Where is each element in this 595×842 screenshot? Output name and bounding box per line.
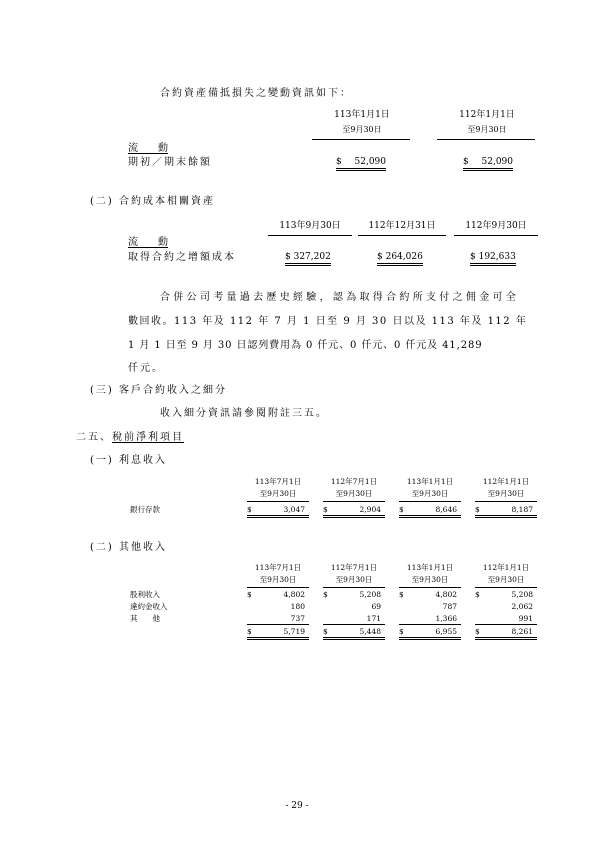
s1-col2-header-line1: 112年1月1日 [459, 110, 515, 120]
paragraph-line-2: 數回收。113 年及 112 年 7 月 1 日至 9 月 30 日以及 113 年及 112 年 [128, 316, 528, 327]
s2-col1-header-rule [268, 235, 352, 236]
other-row-2-value-1 [247, 602, 309, 612]
s2-col2-header: 112年12月31日 [368, 221, 436, 231]
currency-sign: $ [463, 157, 469, 167]
s2-col3-header: 112年9月30日 [465, 221, 527, 231]
other-row-3-value-2-amount: 171 [366, 614, 381, 623]
other-header-col4-line2: 至9月30日 [487, 575, 525, 584]
other-row-1-value-2 [323, 590, 385, 600]
currency-sign: $ [323, 505, 328, 514]
interest-value-1 [247, 505, 309, 518]
interest-header-col1-line2: 至9月30日 [259, 489, 297, 498]
interest-header-col2-line2: 至9月30日 [335, 489, 373, 498]
interest-header-col2-rule [323, 501, 385, 502]
other-header-col2-rule [323, 587, 385, 588]
other-row-3-value-2 [323, 614, 385, 625]
page-number: - 29 - [285, 801, 309, 811]
other-row-1-value-4-amount: 5,208 [511, 590, 533, 599]
interest-value-2 [323, 505, 385, 518]
other-row-2-value-4-amount: 2,062 [511, 602, 533, 611]
currency-sign: $ [247, 505, 252, 514]
interest-income-heading: (一) 利息收入 [90, 455, 167, 466]
other-header-col1-line1: 113年7月1日 [254, 563, 302, 572]
currency-sign: $ [247, 590, 252, 599]
interest-value-2-amount: 2,904 [359, 505, 381, 514]
s2-value-3: $ 192,633 [470, 252, 516, 266]
other-total-value-3 [399, 627, 461, 640]
s1-col2-header-rule [437, 139, 535, 140]
other-total-value-1 [247, 627, 309, 640]
other-row-2-value-1-amount: 180 [290, 602, 305, 611]
other-total-value-3-amount: 6,955 [435, 627, 457, 636]
other-total-value-4 [475, 627, 537, 640]
s1-value-1-amount: 52,090 [354, 157, 386, 167]
other-total-value-2 [323, 627, 385, 640]
other-header-col4-rule [475, 587, 537, 588]
other-header-col1-rule [247, 587, 309, 588]
interest-value-4-amount: 8,187 [511, 505, 533, 514]
s2-value-1: $ 327,202 [285, 252, 331, 266]
other-row-3-value-1-amount: 737 [290, 614, 305, 623]
s1-col1-header-line2: 至9月30日 [342, 125, 382, 134]
other-row-1-value-4 [475, 590, 537, 600]
other-row-3-value-3 [399, 614, 461, 625]
interest-header-col3-line1: 113年1月1日 [406, 477, 454, 486]
s2-col2-header-rule [358, 235, 446, 236]
interest-header-col4-rule [475, 501, 537, 502]
s2-row-label: 取得合約之增額成本 [128, 252, 236, 263]
s1-current-label: 流 動 [128, 143, 168, 154]
interest-value-3 [399, 505, 461, 518]
other-row-label: 其 他 [130, 614, 160, 623]
interest-value-1-amount: 3,047 [283, 505, 305, 514]
s2-col1-header: 113年9月30日 [279, 221, 341, 231]
interest-row-label: 銀行存款 [130, 505, 160, 514]
other-row-label: 股利收入 [130, 590, 160, 599]
contract-cost-heading: (二) 合約成本相關資產 [90, 196, 215, 207]
other-header-col3-line2: 至9月30日 [411, 575, 449, 584]
s2-current-label: 流 動 [128, 237, 168, 248]
other-row-1-value-1 [247, 590, 309, 600]
other-row-3-value-1 [247, 614, 309, 625]
currency-sign: $ [475, 627, 480, 636]
other-income-heading: (二) 其他收入 [90, 542, 167, 553]
interest-header-col3-line2: 至9月30日 [411, 489, 449, 498]
allowance-intro: 合約資產備抵損失之變動資訊如下： [160, 88, 352, 99]
other-header-col3-line1: 113年1月1日 [406, 563, 454, 572]
other-row-label: 違約金收入 [130, 602, 168, 611]
other-row-1-value-3-amount: 4,802 [435, 590, 457, 599]
other-row-2-value-4 [475, 602, 537, 612]
other-row-3-value-4 [475, 614, 537, 625]
other-header-col1-line2: 至9月30日 [259, 575, 297, 584]
paragraph-line-3: 1 月 1 日至 9 月 30 日認列費用為 0 仟元、0 仟元、0 仟元及 41,289 [128, 340, 483, 351]
other-row-1-value-2-amount: 5,208 [359, 590, 381, 599]
other-row-3-value-3-amount: 1,366 [435, 614, 457, 623]
interest-value-3-amount: 8,646 [435, 505, 457, 514]
other-row-3-value-4-amount: 991 [518, 614, 533, 623]
note-25-number: 二五、 [76, 432, 112, 443]
s1-col1-header-line1: 113年1月1日 [334, 110, 390, 120]
other-header-col2-line2: 至9月30日 [335, 575, 373, 584]
interest-header-col2-line1: 112年7月1日 [330, 477, 378, 486]
other-total-value-4-amount: 8,261 [511, 627, 533, 636]
currency-sign: $ [475, 505, 480, 514]
other-row-1-value-3 [399, 590, 461, 600]
revenue-breakdown-heading: (三) 客戶合約收入之細分 [90, 385, 227, 396]
interest-header-col4-line2: 至9月30日 [487, 489, 525, 498]
other-total-value-2-amount: 5,448 [359, 627, 381, 636]
other-row-2-value-2 [323, 602, 385, 612]
currency-sign: $ [475, 590, 480, 599]
s1-col2-header-line2: 至9月30日 [467, 125, 507, 134]
paragraph-line-1: 合併公司考量過去歷史經驗，認為取得合約所支付之佣金可全 [160, 292, 520, 303]
paragraph-line-4: 仟元。 [128, 363, 164, 374]
currency-sign: $ [399, 627, 404, 636]
interest-header-col4-line1: 112年1月1日 [482, 477, 530, 486]
interest-header-col3-rule [399, 501, 461, 502]
other-row-2-value-2-amount: 69 [371, 602, 381, 611]
s1-row-label: 期初／期末餘額 [128, 157, 212, 168]
other-header-col4-line1: 112年1月1日 [482, 563, 530, 572]
s1-value-1 [336, 157, 386, 171]
interest-value-4 [475, 505, 537, 518]
note-25-title: 稅前淨利項目 [112, 432, 184, 443]
other-total-value-1-amount: 5,719 [283, 627, 305, 636]
currency-sign: $ [323, 627, 328, 636]
interest-header-col1-rule [247, 501, 309, 502]
revenue-breakdown-text: 收入細分資訊請參閱附註三五。 [160, 408, 328, 419]
other-header-col2-line1: 112年7月1日 [330, 563, 378, 572]
s1-value-2-amount: 52,090 [481, 157, 513, 167]
currency-sign: $ [247, 627, 252, 636]
s1-value-2 [463, 157, 513, 171]
other-row-1-value-1-amount: 4,802 [283, 590, 305, 599]
currency-sign: $ [323, 590, 328, 599]
s1-col1-header-rule [312, 139, 410, 140]
currency-sign: $ [336, 157, 342, 167]
s2-value-2: $ 264,026 [377, 252, 423, 266]
currency-sign: $ [399, 590, 404, 599]
interest-header-col1-line1: 113年7月1日 [254, 477, 302, 486]
other-header-col3-rule [399, 587, 461, 588]
other-row-2-value-3-amount: 787 [442, 602, 457, 611]
s2-col3-header-rule [454, 235, 538, 236]
note-25-heading [76, 432, 184, 444]
currency-sign: $ [399, 505, 404, 514]
other-row-2-value-3 [399, 602, 461, 612]
